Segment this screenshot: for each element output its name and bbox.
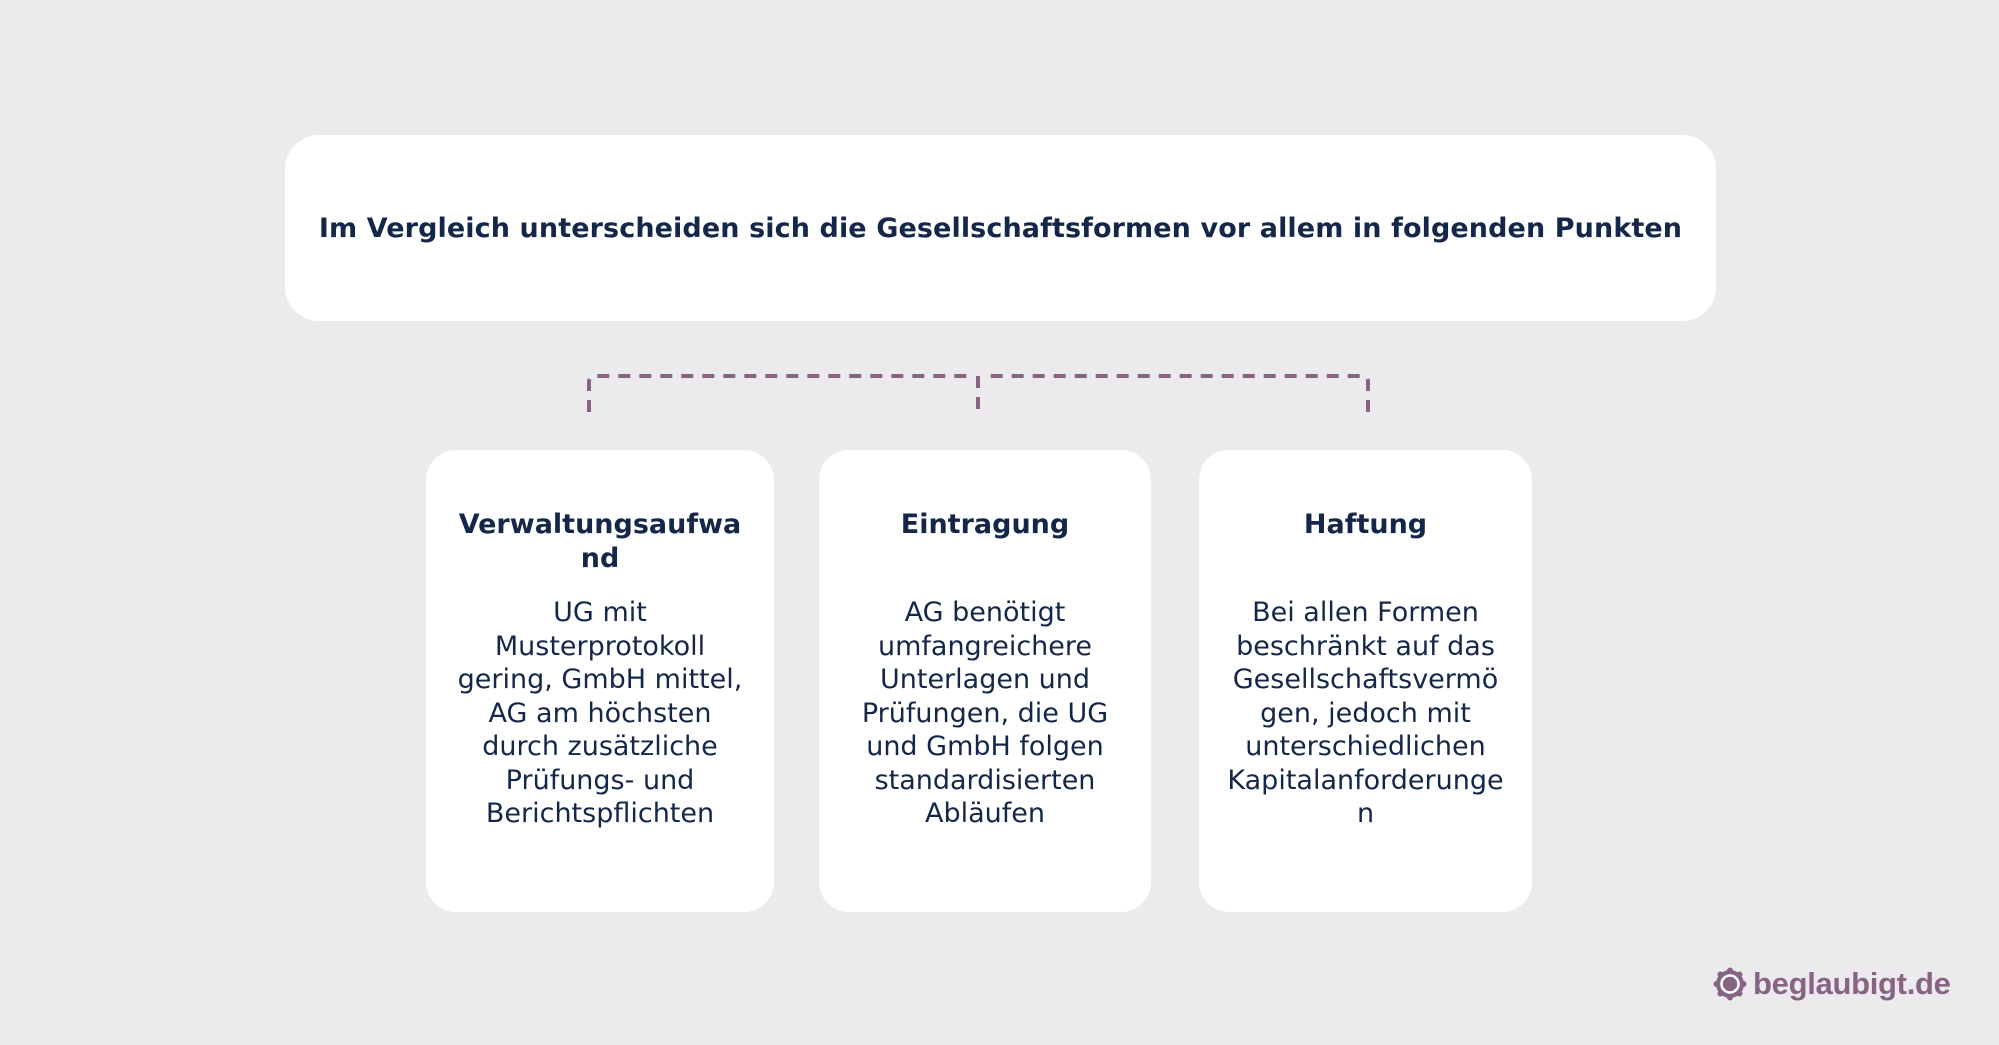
card-text: AG benötigt umfangreichere Unterlagen und Prüfungen, die UG und GmbH folgen standardisierten Abläufen [861, 597, 1109, 829]
brand-logo [1713, 966, 1951, 1002]
logo-text: beglaubigt.de [1753, 966, 1951, 1001]
seal-icon [1713, 967, 1747, 1001]
card-text: UG mit Musterprotokoll gering, GmbH mittel, AG am höchsten durch zusätzliche Prüfungs- und Berichtspflichten [457, 597, 743, 829]
card-title: Verwaltungsaufwand [458, 509, 742, 574]
card-text: Bei allen Formen beschränkt auf das Gesellschaftsvermögen, jedoch mit unterschiedlichen Kapitalanforderungen [1227, 597, 1504, 829]
card-title: Haftung [1303, 509, 1428, 540]
card-title: Eintragung [900, 509, 1070, 540]
card-verwaltungsaufwand [426, 450, 774, 912]
header-box [285, 135, 1716, 321]
card-eintragung [819, 450, 1151, 912]
card-haftung [1199, 450, 1532, 912]
connector-line-right [984, 376, 1368, 412]
connector-line-left [589, 376, 972, 412]
diagram-title: Im Vergleich unterscheiden sich die Gesellschaftsformen vor allem in folgenden Punkten [318, 212, 1683, 244]
